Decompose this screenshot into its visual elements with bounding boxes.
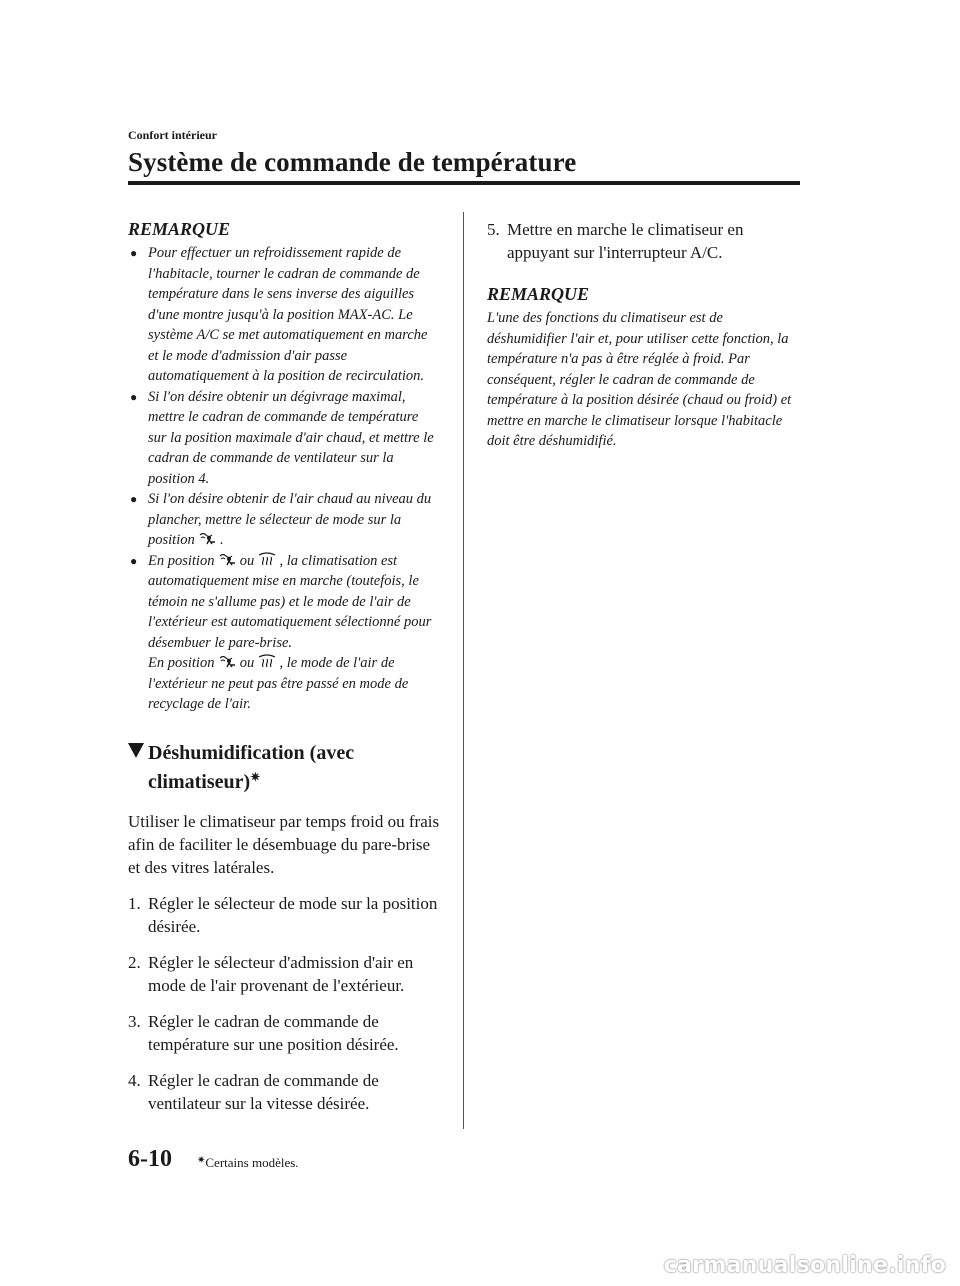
list-item [128, 387, 440, 490]
bullet-text: En position [148, 552, 215, 569]
steps-list-continued [487, 218, 805, 264]
bullet-text: ou [239, 552, 255, 569]
step-text: Régler le sélecteur de mode sur la position désirée. [148, 893, 438, 936]
list-item [128, 951, 440, 997]
star-icon: ✷ [250, 769, 261, 784]
left-column [128, 218, 440, 1115]
footer-note-text: Certains modèles. [205, 1155, 299, 1170]
bullet-text: . [219, 532, 224, 548]
star-icon: ✷ [197, 1155, 206, 1166]
bullet-text: Si l'on désire obtenir de l'air chaud au niveau du plancher, mettre le sélecteur de mode sur la position [148, 491, 432, 548]
note-text: L'une des fonctions du climatiseur est de déshumidifier l'air et, pour utiliser cette fonction, la température n'a pas à être réglée à froid. Par conséquent, régler le cadran de commande de température à la position désirée (chaud ou froid) et mettre en marche le climatiseur lorsque l'habitacle doit être déshumidifié. [487, 310, 792, 449]
list-item [128, 1069, 440, 1115]
step-number: 1. [128, 893, 141, 913]
note-heading: REMARQUE [128, 219, 231, 239]
watermark: carmanualsonline.info [663, 1253, 946, 1278]
bullet-text: ou [239, 655, 255, 671]
step-text: Régler le sélecteur d'admission d'air en mode de l'air provenant de l'extérieur. [148, 952, 414, 995]
bullet-icon: ● [130, 553, 138, 568]
list-item [128, 243, 440, 387]
intro-paragraph: Utiliser le climatiseur par temps froid ou frais afin de faciliter le désembuage du pare-brise et des vitres latérales. [128, 811, 440, 877]
floor-defrost-mode-icon [198, 531, 216, 545]
list-item [128, 551, 440, 715]
subheading-text: Déshumidification (avec climatiseur) [148, 741, 355, 793]
bullet-text: , la climatisation est automatiquement mise en marche (toutefois, le témoin ne s'allume pas) et le mode de l'air de l'extérieur est automatiquement sélectionné pour désembuer le pare-brise. [148, 552, 432, 651]
bullet-text: , le mode de l'air de l'extérieur ne peut pas être passé en mode de recyclage de l'air. [148, 655, 409, 712]
section-subheading [128, 741, 440, 794]
page-number: 6-10 [128, 1146, 172, 1172]
section-label: Confort intérieur [128, 128, 217, 142]
list-item [128, 489, 440, 551]
floor-defrost-mode-icon [218, 654, 236, 668]
step-text: Régler le cadran de commande de température sur une position désirée. [148, 1011, 399, 1054]
page-title: Système de commande de température [128, 147, 577, 177]
page-header [128, 128, 576, 178]
list-item [128, 892, 440, 938]
step-text: Mettre en marche le climatiseur en appuyant sur l'interrupteur A/C. [507, 220, 744, 262]
steps-list [128, 892, 440, 1115]
windshield-defrost-mode-icon [258, 552, 276, 566]
bullet-text: Pour effectuer un refroidissement rapide de l'habitacle, tourner le cadran de commande de température dans le sens inverse des aiguilles d'une montre jusqu'à la position MAX-AC. Le système A/C se met automatiquement en marche et le mode d'admission d'air passe automatiquement à la position de recirculation. [148, 245, 428, 384]
note-block [487, 283, 805, 452]
step-number: 2. [128, 952, 141, 972]
step-text: Régler le cadran de commande de ventilateur sur la vitesse désirée. [148, 1070, 379, 1113]
list-item [487, 218, 805, 264]
floor-defrost-mode-icon [218, 552, 236, 566]
bullet-icon: ● [130, 492, 138, 506]
bullet-text: En position [148, 655, 215, 671]
windshield-defrost-mode-icon [258, 654, 276, 668]
list-item [128, 1010, 440, 1056]
bullet-text: Si l'on désire obtenir un dégivrage maximal, mettre le cadran de commande de température sur la position maximale d'air chaud, et mettre le cadran de commande de ventilateur sur la position 4. [148, 388, 434, 487]
footer-note [197, 1153, 299, 1171]
right-column [487, 218, 805, 452]
bullet-icon: ● [130, 246, 138, 260]
step-number: 3. [128, 1011, 141, 1031]
step-number: 4. [128, 1070, 141, 1090]
note-heading: REMARQUE [487, 284, 590, 304]
triangle-marker-icon [128, 743, 144, 758]
note-bullet-list [128, 243, 440, 715]
bullet-icon: ● [130, 389, 138, 404]
step-number: 5. [487, 220, 500, 239]
title-rule [128, 181, 800, 185]
column-divider [463, 212, 464, 1129]
